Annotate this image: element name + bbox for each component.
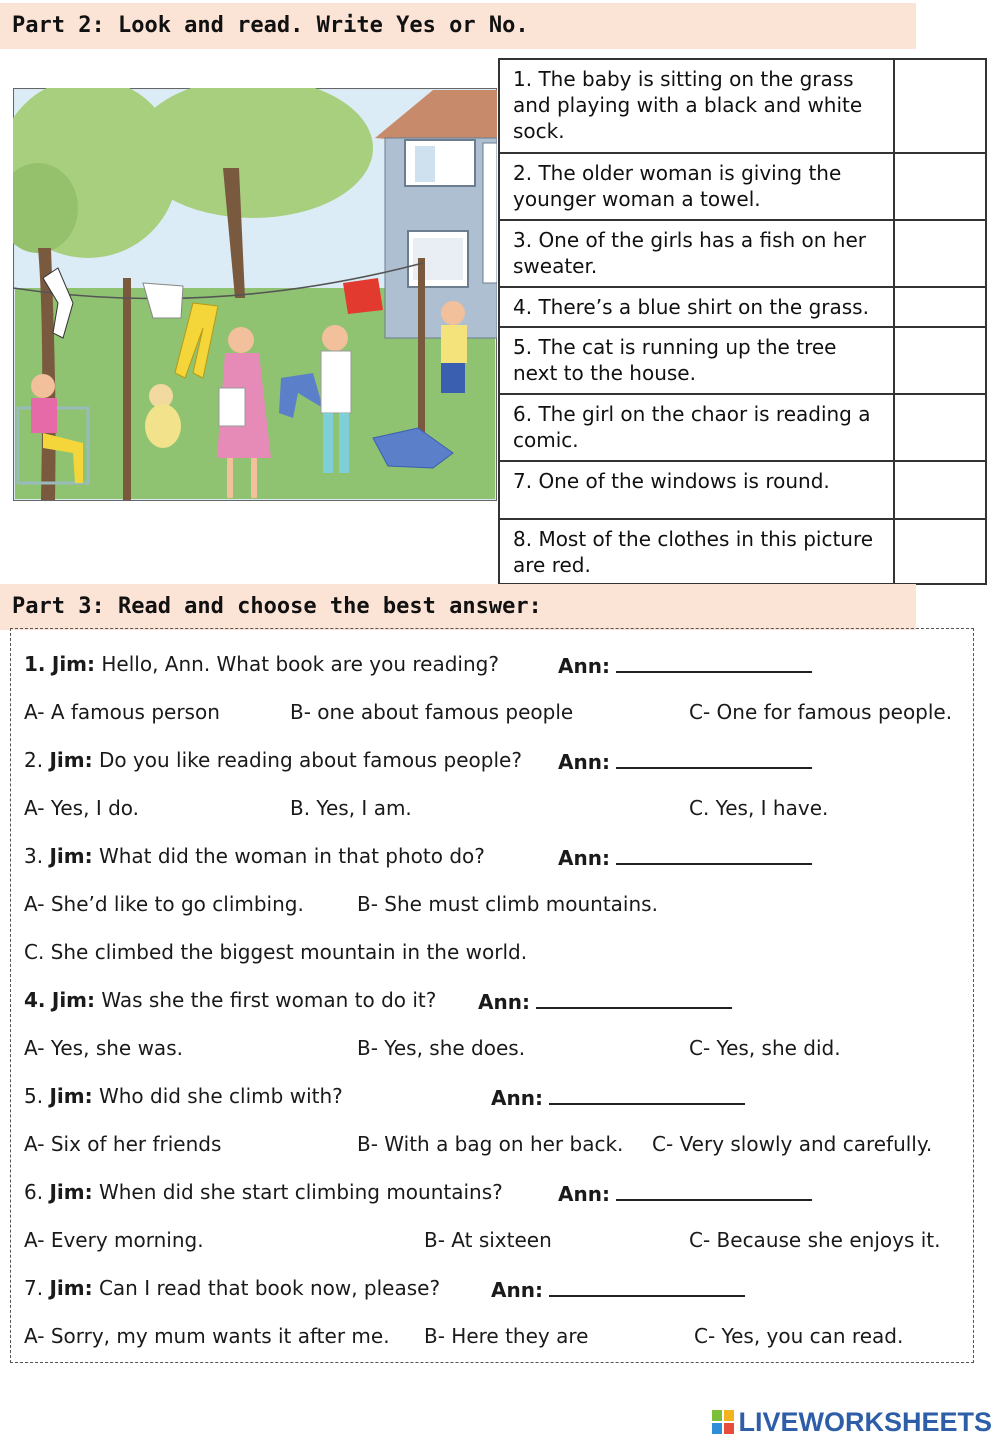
q5-text: Who did she climb with? — [98, 1084, 343, 1108]
q7-text: Can I read that book now, please? — [98, 1276, 441, 1300]
statement-2: 2. The older woman is giving the younger woman a towel. — [499, 153, 894, 220]
question-4 — [24, 987, 530, 1014]
q6-option-c[interactable]: C- Because she enjoys it. — [689, 1228, 941, 1252]
q1-option-c[interactable]: C- One for famous people. — [689, 700, 953, 724]
question-2 — [24, 747, 610, 774]
q2-answer-label: Ann: — [558, 750, 610, 774]
girl-running — [441, 301, 467, 393]
answer-box-1[interactable] — [894, 59, 986, 153]
liveworksheets-logo-icon — [712, 1410, 734, 1434]
question-1 — [24, 651, 610, 678]
answer-box-6[interactable] — [894, 394, 986, 461]
garden-scene-illustration — [13, 88, 497, 501]
question-6 — [24, 1179, 610, 1206]
statement-1: 1. The baby is sitting on the grass and playing with a black and white sock. — [499, 59, 894, 153]
q5-option-b[interactable]: B- With a bag on her back. — [357, 1132, 624, 1156]
q1-option-b[interactable]: B- one about famous people — [290, 700, 574, 724]
liveworksheets-logo-text: LIVEWORKSHEETS — [738, 1406, 992, 1437]
statement-5: 5. The cat is running up the tree next to the house. — [499, 327, 894, 394]
q5-speaker: Jim: — [49, 1084, 93, 1108]
q7-num: 7. — [24, 1276, 44, 1300]
q7-answer-label: Ann: — [491, 1278, 543, 1302]
part2-title: Part 2: Look and read. Write Yes or No. — [0, 3, 916, 49]
q5-answer-blank[interactable] — [549, 1083, 745, 1105]
q2-option-b[interactable]: B. Yes, I am. — [290, 796, 412, 820]
q4-option-c[interactable]: C- Yes, she did. — [689, 1036, 841, 1060]
q1-option-a[interactable]: A- A famous person — [24, 700, 220, 724]
q3-option-b[interactable]: B- She must climb mountains. — [357, 892, 658, 916]
answer-box-3[interactable] — [894, 220, 986, 287]
q4-option-a[interactable]: A- Yes, she was. — [24, 1036, 183, 1060]
q4-text: Was she the first woman to do it? — [101, 988, 437, 1012]
statement-7: 7. One of the windows is round. — [499, 461, 894, 519]
question-5 — [24, 1083, 543, 1110]
statement-4: 4. There’s a blue shirt on the grass. — [499, 287, 894, 327]
q6-text: When did she start climbing mountains? — [98, 1180, 503, 1204]
q6-speaker: Jim: — [49, 1180, 93, 1204]
answer-box-7[interactable] — [894, 461, 986, 519]
q3-speaker: Jim: — [49, 844, 93, 868]
q3-option-a[interactable]: A- She’d like to go climbing. — [24, 892, 304, 916]
answer-box-8[interactable] — [894, 519, 986, 584]
q3-answer-label: Ann: — [558, 846, 610, 870]
statement-6: 6. The girl on the chaor is reading a comic. — [499, 394, 894, 461]
q1-speaker: Jim: — [51, 652, 96, 676]
q6-option-b[interactable]: B- At sixteen — [424, 1228, 552, 1252]
q2-text: Do you like reading about famous people? — [98, 748, 522, 772]
q7-option-c[interactable]: C- Yes, you can read. — [694, 1324, 904, 1348]
q3-num: 3. — [24, 844, 44, 868]
q1-text: Hello, Ann. What book are you reading? — [101, 652, 499, 676]
q1-answer-blank[interactable] — [616, 651, 812, 673]
q4-option-b[interactable]: B- Yes, she does. — [357, 1036, 526, 1060]
answer-box-2[interactable] — [894, 153, 986, 220]
part3-question-box — [10, 628, 974, 1363]
q3-text: What did the woman in that photo do? — [98, 844, 485, 868]
q6-answer-blank[interactable] — [616, 1179, 812, 1201]
q5-option-a[interactable]: A- Six of her friends — [24, 1132, 222, 1156]
q2-speaker: Jim: — [49, 748, 93, 772]
q7-answer-blank[interactable] — [549, 1275, 745, 1297]
q6-answer-label: Ann: — [558, 1182, 610, 1206]
q3-answer-blank[interactable] — [616, 843, 812, 865]
q5-answer-label: Ann: — [491, 1086, 543, 1110]
q5-option-c[interactable]: C- Very slowly and carefully. — [652, 1132, 933, 1156]
question-7 — [24, 1275, 543, 1302]
q2-option-a[interactable]: A- Yes, I do. — [24, 796, 140, 820]
q1-num: 1. — [24, 652, 46, 676]
house — [375, 90, 497, 338]
q6-num: 6. — [24, 1180, 44, 1204]
answer-box-4[interactable] — [894, 287, 986, 327]
q4-answer-blank[interactable] — [536, 987, 732, 1009]
part3-title: Part 3: Read and choose the best answer: — [0, 584, 916, 630]
q3-option-c[interactable]: C. She climbed the biggest mountain in the world. — [24, 940, 528, 964]
statement-3: 3. One of the girls has a fish on her sweater. — [499, 220, 894, 287]
q4-answer-label: Ann: — [478, 990, 530, 1014]
q7-speaker: Jim: — [49, 1276, 93, 1300]
q7-option-a[interactable]: A- Sorry, my mum wants it after me. — [24, 1324, 390, 1348]
yes-no-table — [498, 58, 987, 585]
q5-num: 5. — [24, 1084, 44, 1108]
q1-answer-label: Ann: — [558, 654, 610, 678]
question-3 — [24, 843, 610, 870]
statement-8: 8. Most of the clothes in this picture are red. — [499, 519, 894, 584]
q4-num: 4. — [24, 988, 46, 1012]
q2-option-c[interactable]: C. Yes, I have. — [689, 796, 829, 820]
answer-box-5[interactable] — [894, 327, 986, 394]
q6-option-a[interactable]: A- Every morning. — [24, 1228, 204, 1252]
q4-speaker: Jim: — [51, 988, 96, 1012]
q7-option-b[interactable]: B- Here they are — [424, 1324, 589, 1348]
q2-num: 2. — [24, 748, 44, 772]
q2-answer-blank[interactable] — [616, 747, 812, 769]
liveworksheets-logo — [712, 1406, 992, 1438]
